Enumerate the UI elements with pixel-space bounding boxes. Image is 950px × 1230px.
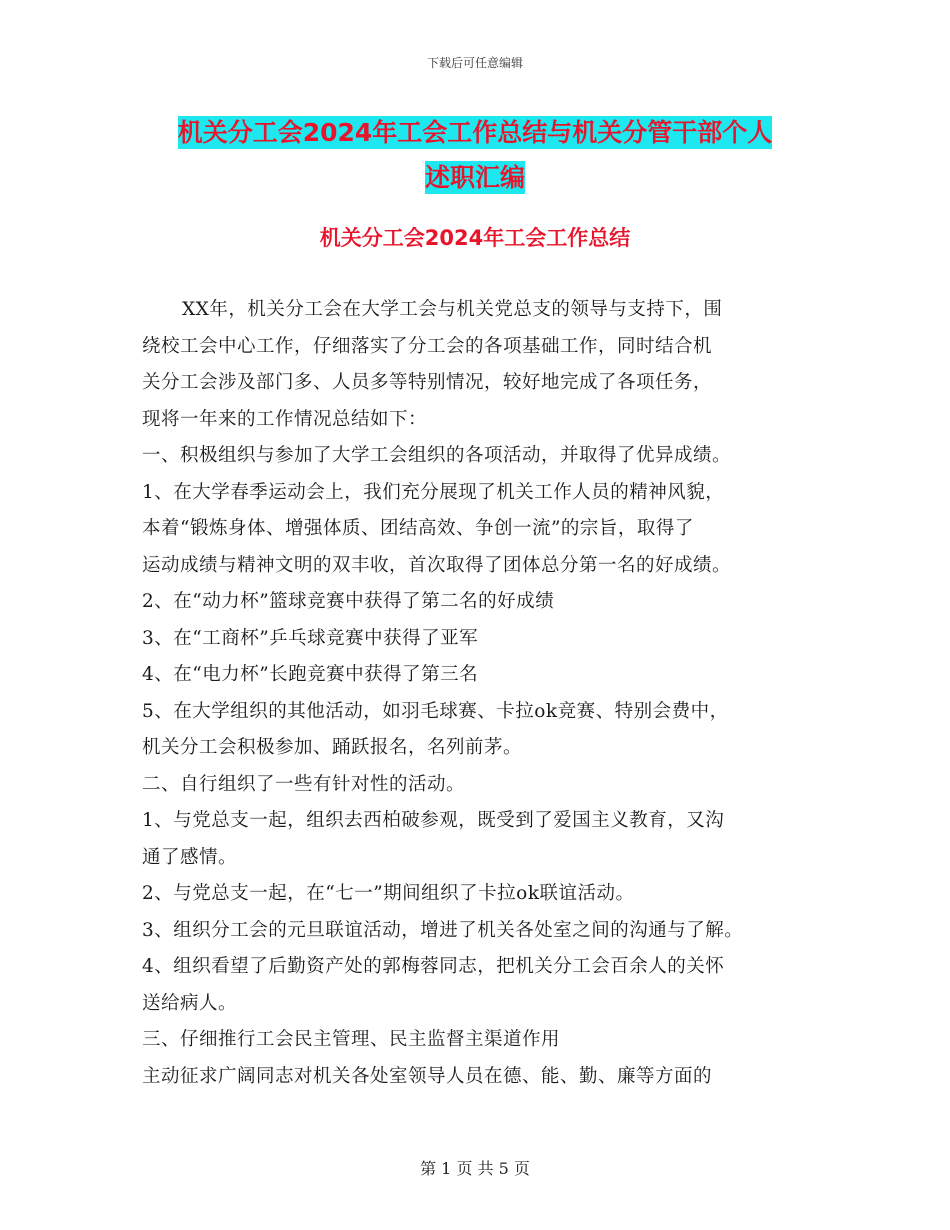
body-line: 本着“锻炼身体、增强体质、团结高效、争创一流”的宗旨，取得了 [142, 518, 694, 539]
body-line: 通了感情。 [142, 846, 238, 868]
body-line: 机关分工会积极参加、踊跃报名，名列前茅。 [142, 737, 523, 758]
body-line: 现将一年来的工作情况总结如下： [142, 408, 428, 430]
document-title-line-2 [0, 158, 950, 194]
heading-line-2: 二、自行组织了一些有针对性的活动。 [142, 773, 466, 795]
heading-line-1: 一、积极组织与参加了大学工会组织的各项活动，并取得了优异成绩。 [142, 445, 732, 466]
document-title-line-1 [0, 113, 950, 149]
header-note: 下载后可任意编辑 [426, 56, 523, 70]
body-line: 2、在“动力杯”篮球竞赛中获得了第二名的好成绩 [142, 591, 555, 612]
body-line: 关分工会涉及部门多、人员多等特别情况，较好地完成了各项任务， [142, 372, 713, 393]
body-line: 主动征求广阔同志对机关各处室领导人员在德、能、勤、廉等方面的 [142, 1065, 713, 1087]
page-footer: 第 1 页 共 5 页 [420, 1159, 530, 1178]
body-line: 1、与党总支一起，组织去西柏破参观，既受到了爱国主义教育，又沟 [142, 810, 725, 831]
body-line: 4、组织看望了后勤资产处的郭梅蓉同志，把机关分工会百余人的关怀 [142, 956, 725, 977]
document-title-text-1: 机关分工会2024年工会工作总结与机关分管干部个人 [177, 118, 773, 147]
body-line: 绕校工会中心工作，仔细落实了分工会的各项基础工作，同时结合机 [142, 335, 713, 357]
section-title: 机关分工会2024年工会工作总结 [319, 226, 631, 250]
body-line: 送给病人。 [142, 992, 238, 1014]
body-line: XX年，机关分工会在大学工会与机关党总支的领导与支持下，围 [182, 299, 723, 320]
heading-line-3: 三、仔细推行工会民主管理、民主监督主渠道作用 [142, 1029, 561, 1050]
body-line: 4、在“电力杯”长跑竞赛中获得了第三名 [142, 664, 479, 685]
body-line: 运动成绩与精神文明的双丰收，首次取得了团体总分第一名的好成绩。 [142, 554, 732, 576]
body-line: 2、与党总支一起，在“七一”期间组织了卡拉ok联谊活动。 [142, 883, 635, 904]
body-line: 3、组织分工会的元旦联谊活动，增进了机关各处室之间的沟通与了解。 [142, 919, 744, 941]
body-text [142, 292, 822, 1095]
body-line: 1、在大学春季运动会上，我们充分展现了机关工作人员的精神风貌， [142, 481, 725, 503]
body-line: 3、在“工商杯”乒乓球竞赛中获得了亚军 [142, 627, 479, 649]
document-title-text-2: 述职汇编 [424, 163, 525, 192]
body-line: 5、在大学组织的其他活动，如羽毛球赛、卡拉ok竞赛、特别会费中， [142, 700, 729, 722]
